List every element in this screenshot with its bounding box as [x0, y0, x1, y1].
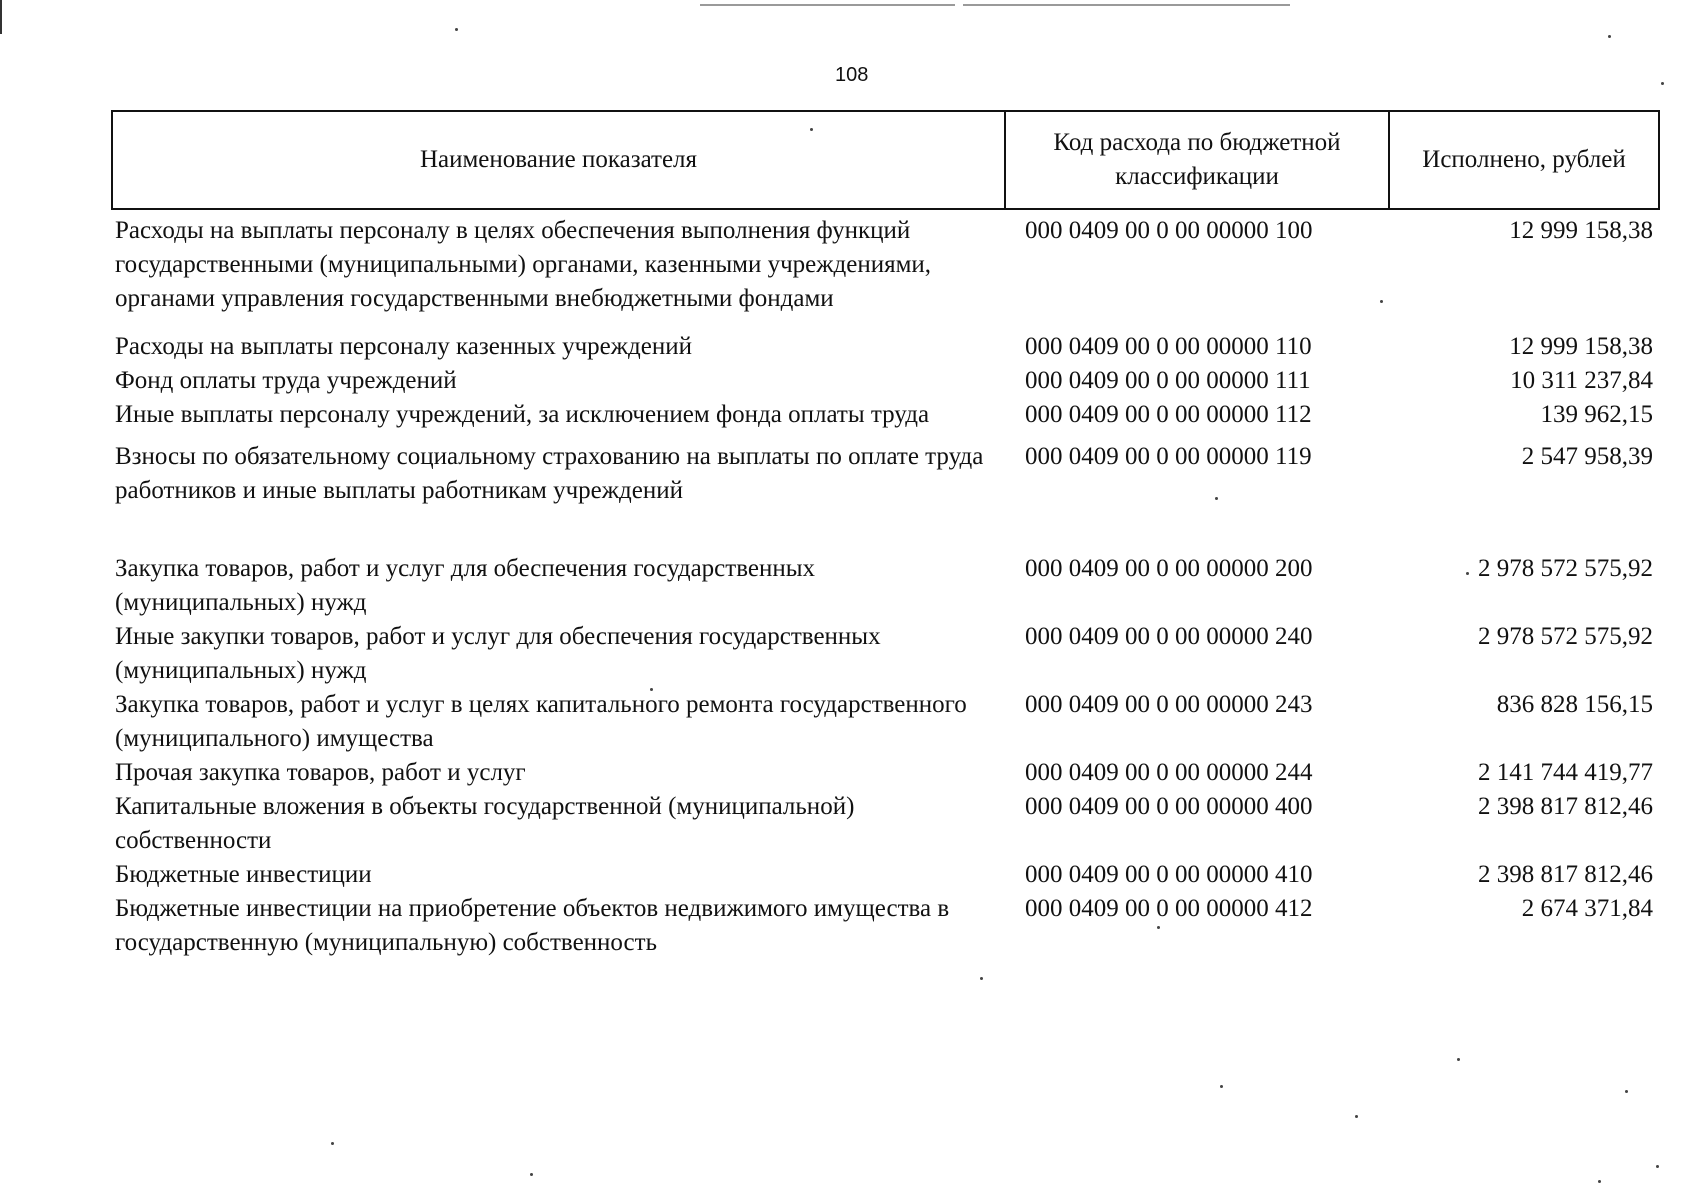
row-name: Иные выплаты персоналу учреждений, за исключением фонда оплаты труда	[115, 401, 930, 428]
row-code: 000 0409 00 0 00 00000 111	[1025, 367, 1311, 394]
row-name: Бюджетные инвестиции	[115, 861, 372, 888]
scan-artifact-line	[963, 4, 1290, 6]
scan-speck	[1656, 1165, 1659, 1168]
row-code: 000 0409 00 0 00 00000 412	[1025, 895, 1313, 922]
scan-speck	[1457, 1058, 1460, 1061]
table-row	[112, 552, 1659, 620]
row-name: Взносы по обязательному социальному страхованию на выплаты по оплате труда работников и иные выплаты работникам учреждений	[115, 443, 984, 504]
row-code: 000 0409 00 0 00 00000 100	[1025, 217, 1313, 244]
scan-speck	[1598, 1180, 1601, 1183]
row-code: 000 0409 00 0 00 00000 410	[1025, 861, 1313, 888]
scan-speck	[1380, 300, 1383, 303]
row-code: 000 0409 00 0 00 00000 119	[1025, 443, 1312, 470]
table-row	[112, 756, 1659, 790]
row-name: Иные закупки товаров, работ и услуг для обеспечения государственных (муниципальных) нужд	[115, 623, 881, 684]
row-code: 000 0409 00 0 00 00000 240	[1025, 623, 1313, 650]
scan-speck	[810, 128, 813, 131]
table-row	[112, 620, 1659, 688]
scan-artifact-line	[700, 4, 955, 6]
table-row	[112, 209, 1659, 330]
header-amount: Исполнено, рублей	[1389, 111, 1659, 209]
table-row	[112, 892, 1659, 960]
header-name: Наименование показателя	[112, 111, 1005, 209]
row-name: Закупка товаров, работ и услуг для обеспечения государственных (муниципальных) нужд	[115, 555, 816, 616]
row-amount: 2 978 572 575,92	[1478, 623, 1653, 650]
table-row	[112, 440, 1659, 552]
table-row	[112, 330, 1659, 364]
row-amount: 12 999 158,38	[1509, 333, 1653, 360]
row-code: 000 0409 00 0 00 00000 244	[1025, 759, 1313, 786]
row-name: Закупка товаров, работ и услуг в целях капитального ремонта государственного (муниципального) имущества	[115, 691, 967, 752]
scan-speck	[1466, 572, 1469, 575]
row-amount: 2 398 817 812,46	[1478, 861, 1653, 888]
row-amount: 2 141 744 419,77	[1478, 759, 1653, 786]
scan-speck	[1661, 82, 1664, 85]
scan-speck	[1215, 497, 1218, 500]
scan-speck	[1355, 1115, 1358, 1118]
table-row	[112, 364, 1659, 398]
scan-speck	[1157, 926, 1160, 929]
table-row	[112, 398, 1659, 440]
row-code: 000 0409 00 0 00 00000 110	[1025, 333, 1312, 360]
row-amount: 12 999 158,38	[1509, 217, 1653, 244]
row-amount: 139 962,15	[1540, 401, 1653, 428]
row-name: Расходы на выплаты персоналу казенных учреждений	[115, 333, 692, 360]
table-row	[112, 688, 1659, 756]
page-number: 108	[835, 64, 869, 86]
scan-speck	[331, 1142, 334, 1145]
header-code: Код расхода по бюджетной классификации	[1005, 111, 1389, 209]
row-name: Расходы на выплаты персоналу в целях обеспечения выполнения функций государственными (муниципальными) органами, казенными учреждениями, органами управления государственными внебюджетными фондами	[115, 217, 932, 312]
scan-speck	[530, 1173, 533, 1176]
row-amount: 836 828 156,15	[1496, 691, 1653, 718]
row-code: 000 0409 00 0 00 00000 112	[1025, 401, 1312, 428]
expenditure-table	[111, 110, 1660, 960]
table-row	[112, 858, 1659, 892]
row-name: Прочая закупка товаров, работ и услуг	[115, 759, 526, 786]
scan-speck	[980, 977, 983, 980]
row-name: Бюджетные инвестиции на приобретение объектов недвижимого имущества в государственную (муниципальную) собственность	[115, 895, 950, 956]
row-code: 000 0409 00 0 00 00000 400	[1025, 793, 1313, 820]
scan-speck	[455, 28, 458, 31]
scan-speck	[650, 688, 653, 691]
row-code: 000 0409 00 0 00 00000 243	[1025, 691, 1313, 718]
row-amount: 10 311 237,84	[1510, 367, 1653, 394]
table-row	[112, 790, 1659, 858]
row-amount: 2 674 371,84	[1521, 895, 1653, 922]
row-code: 000 0409 00 0 00 00000 200	[1025, 555, 1313, 582]
row-amount: 2 978 572 575,92	[1478, 555, 1653, 582]
row-name: Капитальные вложения в объекты государственной (муниципальной) собственности	[115, 793, 855, 854]
scan-edge-mark	[0, 0, 2, 34]
scan-speck	[1608, 35, 1611, 38]
row-amount: 2 398 817 812,46	[1478, 793, 1653, 820]
row-amount: 2 547 958,39	[1521, 443, 1653, 470]
row-name: Фонд оплаты труда учреждений	[115, 367, 457, 394]
scan-speck	[1220, 1085, 1223, 1088]
table-header-row	[112, 111, 1659, 209]
scan-speck	[1625, 1090, 1628, 1093]
